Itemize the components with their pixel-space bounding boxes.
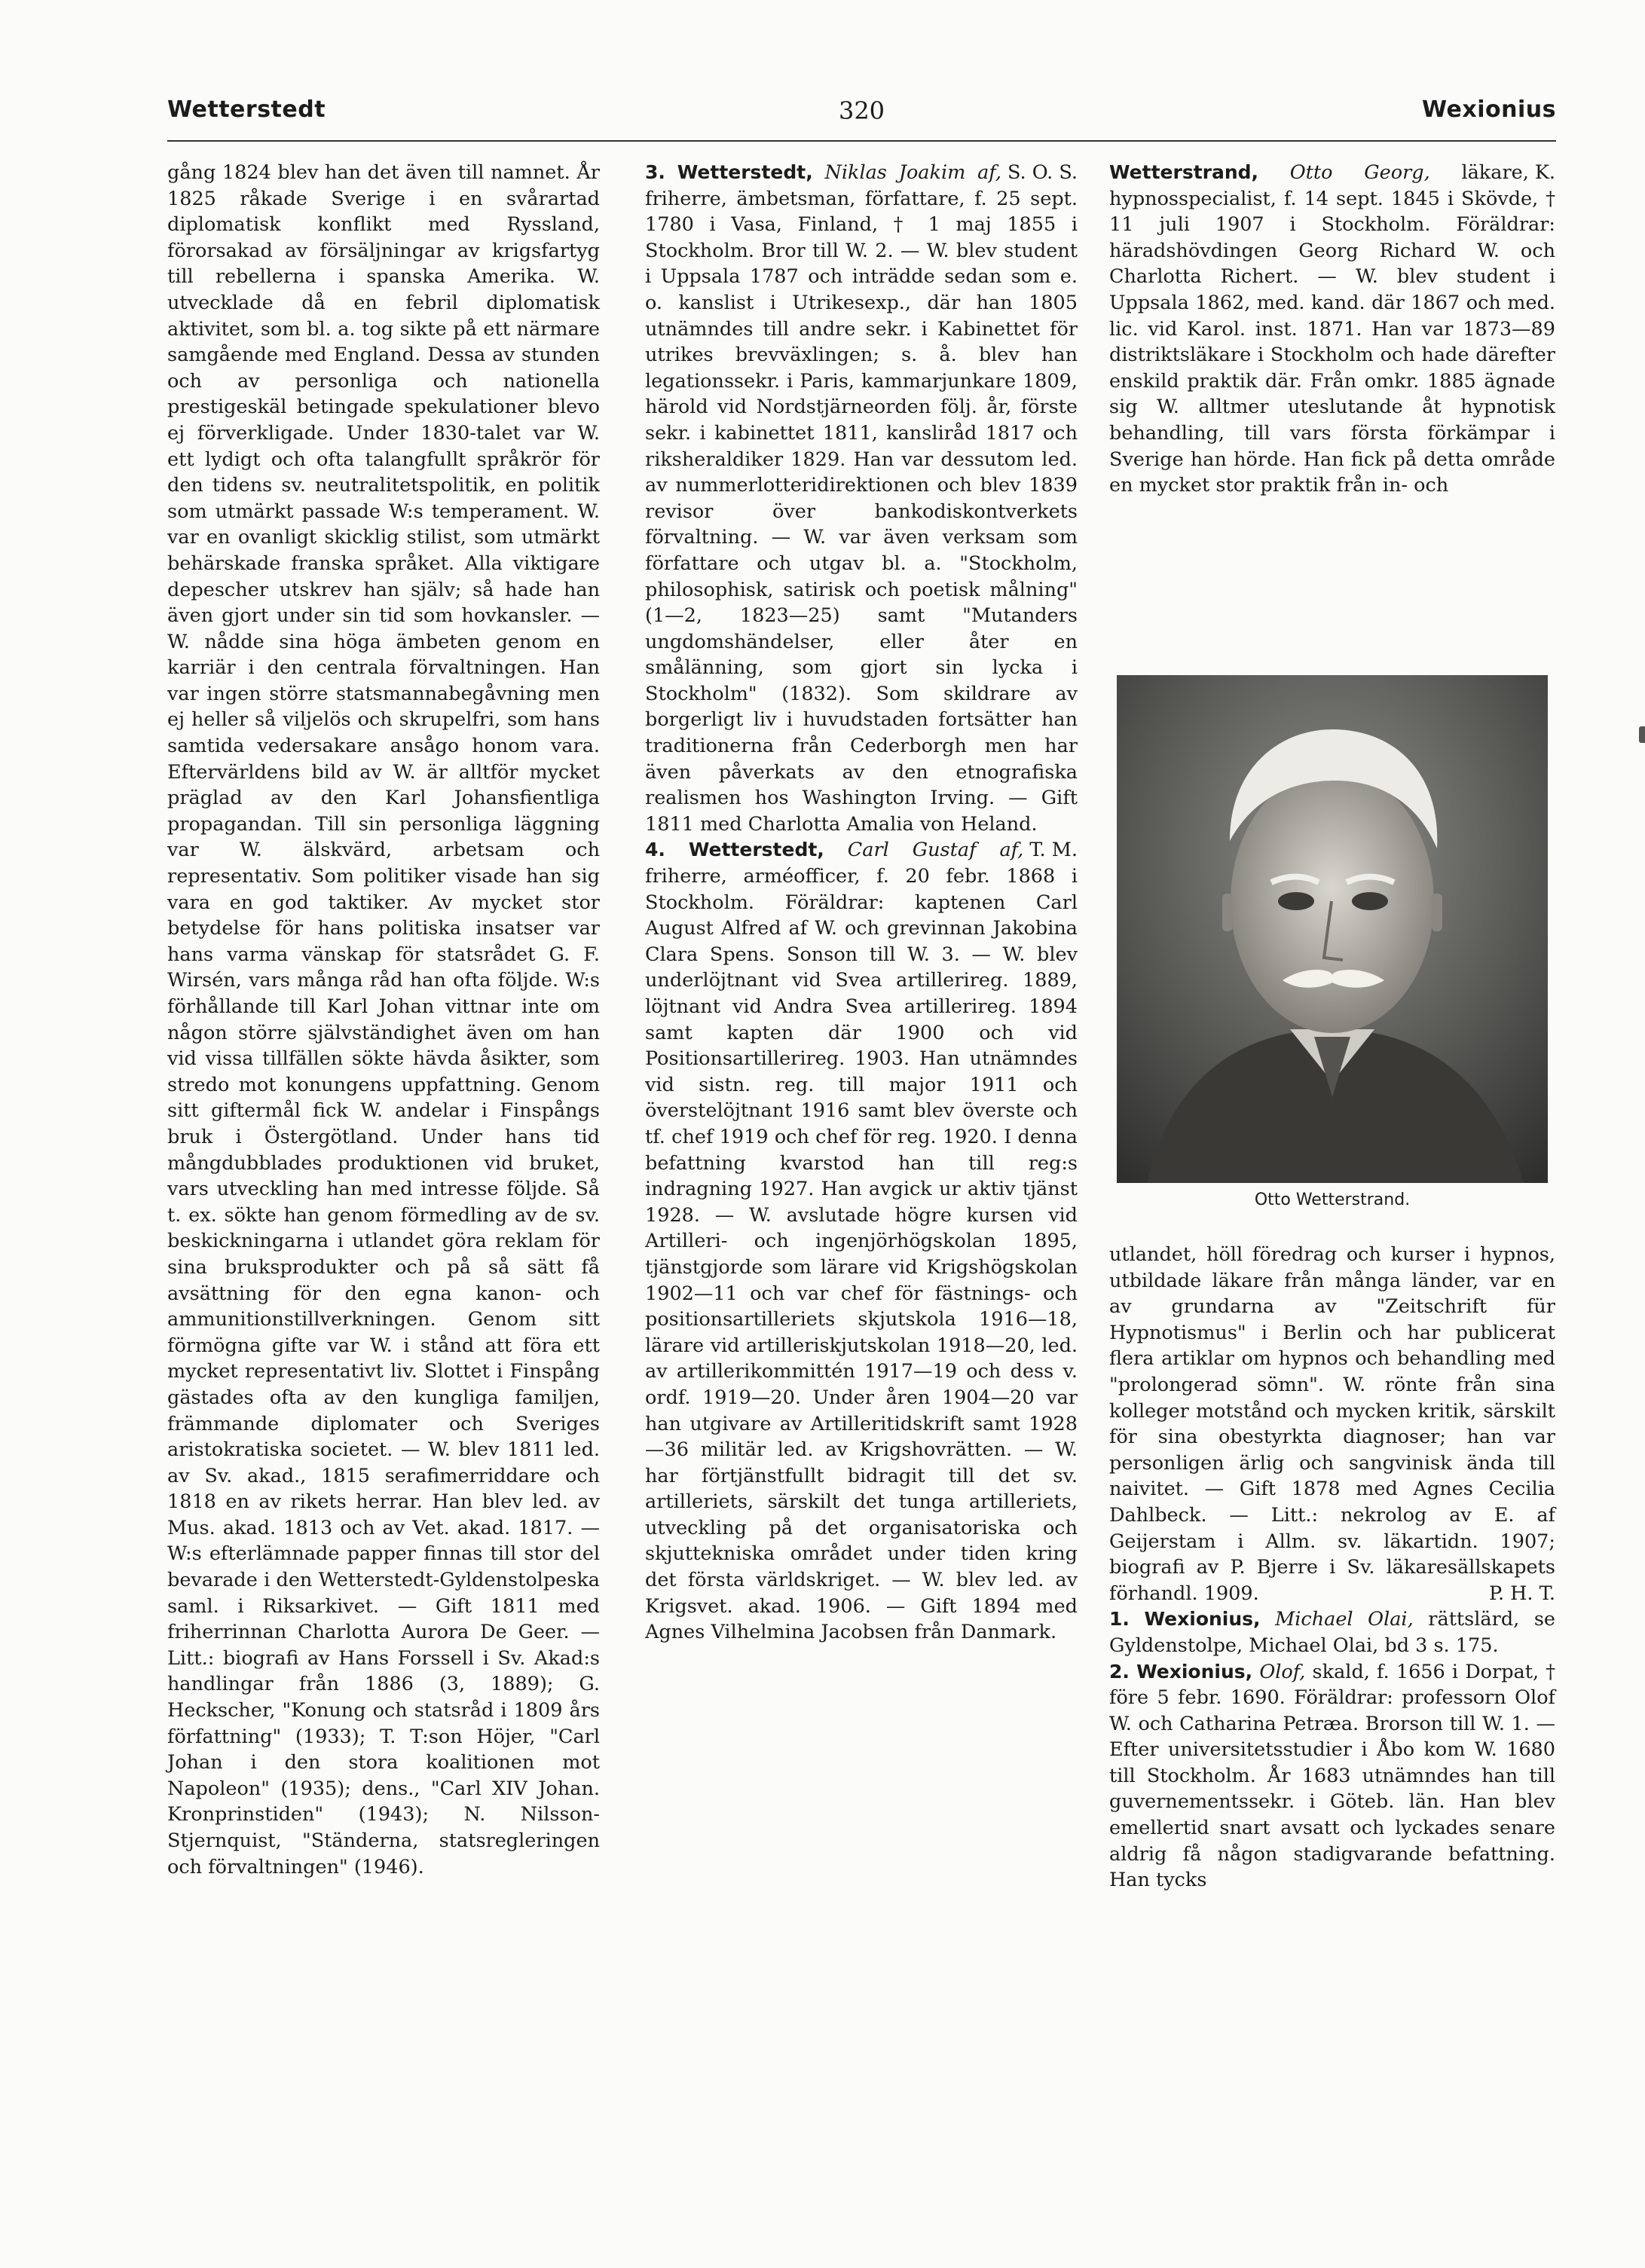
entry-text: friherre, ämbetsman, författare, f. 25 sept. 1780 i Vasa, Finland, † 1 maj 1855 i Stockholm. Bror till W. 2. — W. blev student i Uppsala 1787 och inträdde sedan som e. o. kanslist i Utrikesexp., där han 1805 utnämndes till andre sekr. i Kabinettet för utrikes brevväxlingen; s. å. blev han legationssekr. i Paris, kammarjunkare 1809, härold vid Nordstjärneorden följ. år, förste sekr. i kabinettet 1811, kansliråd 1817 och riksheraldiker 1829. Han var dessutom led. av nummerlotteridirektionen och blev 1839 revisor över bankodiskontverkets förvaltning. — W. var även verksam som författare och utgav bl. a. "Stockholm, philosophisk, satirisk och poetisk målning" (1—2, 1823—25) samt "Mutanders ungdomshändelser, eller åter en smålänning, som gjort sin lycka i Stockholm" (1832). Som skildrare av borgerligt liv i huvudstaden fortsätter han traditionerna från Cederborgh men har även påverkats av den etnografiska realismen hos Washington Irving. — Gift 1811 med Charlotta Amalia von Heland. <box>645 187 1078 836</box>
running-head-right: Wexionius <box>1422 96 1556 123</box>
column-3-top <box>1109 160 1555 499</box>
entry-wexionius-2 <box>1109 1659 1555 1894</box>
author-signature: T. M. <box>1029 839 1078 862</box>
entry-number: 2. <box>1109 1660 1130 1683</box>
entry-text: gång 1824 blev han det även till namnet. År 1825 råkade Sverige i en svårartad diplomatisk konflikt med Ryssland, förorsakad av försäljningar av krigsfartyg till rebellerna i spanska Amerika. W. utvecklade då en febril diplomatisk aktivitet, som bl. a. tog sikte på ett närmare samgående med England. Dessa av stunden och av personliga och nationella prestigeskäl betingade spekulationer blevo ej förverkligade. Under 1830-talet var W. ett lydigt och ofta talangfullt språkrör för den tidens sv. neutralitetspolitik, en politik som utmärkt passade W:s temperament. W. var en ovanligt skicklig stilist, som utmärkt behärskade franska språket. Alla viktigare depescher utskrev han själv; så hade han även gjort under sin tid som hovkansler. — W. nådde sina höga ämbeten genom en karriär i den centrala förvaltningen. Han var ingen större statsmannabegåvning men ej heller så viljelös och skrupelfri, som hans samtida vedersakare ansågo honom vara. Eftervärldens bild av W. är alltför mycket präglad av den Karl Johansfientliga propagandan. Till sin personliga läggning var W. älskvärd, arbetsam och representativ. Som politiker visade han sig vara en god taktiker. Av mycket stor betydelse för hans politiska insatser var hans varma vänskap för statsrådet G. F. Wirsén, vars många råd han ofta följde. W:s förhållande till Karl Johan vittnar inte om någon större självständighet även om han vid vissa tillfällen sökte hävda åsikter, som stredo mot konungens uppfattning. Genom sitt giftermål fick W. andelar i Finspångs bruk i Östergötland. Under hans tid mångdubblades produktionen vid bruket, vars utveckling han med intresse följde. Så t. ex. sökte han genom förmedling av de sv. beskickningarna i utlandet göra reklam för sina bruksprodukter och på så sätt få avsättning för den egna kanon- och ammunitionstillverkningen. Genom sitt förmögna gifte var W. i stånd att föra ett mycket representativt liv. Slottet i Finspång gästades ofta av den kungliga familjen, främmande diplomater och Sveriges aristokratiska societet. — W. blev 1811 led. av Sv. akad., 1815 serafimerriddare och 1818 en av rikets herrar. Han blev led. av Mus. akad. 1813 och av Vet. akad. 1817. — W:s efterlämnade papper finnas till stor del bevarade i den Wetterstedt-Gyldenstolpeska saml. i Riksarkivet. — Gift 1811 med friherrinnan Charlotta Aurora De Geer. — Litt.: biografi av Hans Forssell i Sv. Akad:s handlingar från 1886 (3, 1889); G. Heckscher, "Konung och statsråd i 1809 års författning" (1933); T. T:son Höjer, "Carl Johan i den stora koalitionen mot Napoleon" (1935); dens., "Carl XIV Johan. Kronprinstiden" (1943); N. Nilsson-Stjernquist, "Ständerna, statsregleringen och förvaltningen" (1946). <box>167 161 600 1878</box>
entry-wexionius-1 <box>1109 1606 1555 1658</box>
column-3-bottom <box>1109 1242 1555 1894</box>
entry-wetterstedt-2-continuation <box>167 160 600 1880</box>
author-signature: K. <box>1534 161 1555 184</box>
entry-given-names: Michael Olai, <box>1275 1608 1414 1631</box>
page-number: 320 <box>838 96 885 125</box>
entry-wetterstrand <box>1109 160 1555 499</box>
entry-text: läkare, hypnosspecialist, f. 14 sept. 1845 i Skövde, † 11 juli 1907 i Stockholm. Föräldrar: häradshövdingen Georg Richard W. och Charlotta Richert. — W. blev student i Uppsala 1862, med. kand. där 1867 och med. lic. vid Karol. inst. 1871. Han var 1873—89 distriktsläkare i Stockholm och hade därefter enskild praktik där. Från omkr. 1885 ägnade sig W. alltmer uteslutande åt hypnotisk behandling, till vars första förkämpar i Sverige han hörde. Han fick på detta område en mycket stor praktik från in- och <box>1109 161 1555 497</box>
entry-surname: Wetterstrand, <box>1109 161 1259 183</box>
portrait-image <box>1117 675 1548 1183</box>
portrait-caption: Otto Wetterstrand. <box>1254 1191 1411 1209</box>
column-2 <box>645 160 1078 1646</box>
entry-number: 3. <box>645 161 665 183</box>
entry-number: 4. <box>645 839 665 861</box>
entry-text: skald, f. 1656 i Dorpat, † före 5 febr. 1690. Föräldrar: professorn Olof W. och Catharina Petræa. Brorson till W. 1. — Efter universitetsstudier i Åbo kom W. 1680 till Stockholm. År 1683 utnämndes han till guvernementssekr. i Göteb. län. Han blev emellertid snart avsatt och lyckades senare aldrig få någon stadigvarande befattning. Han tycks <box>1109 1660 1556 1892</box>
entry-given-names: Carl Gustaf af, <box>847 839 1024 862</box>
entry-given-names: Otto Georg, <box>1289 161 1430 184</box>
author-signature: P. H. T. <box>1488 1582 1555 1605</box>
entry-surname: Wetterstedt, <box>677 161 813 183</box>
entry-surname: Wexionius, <box>1136 1660 1253 1683</box>
column-1 <box>167 160 600 1880</box>
entry-text: utlandet, höll föredrag och kurser i hypnos, utbildade läkare från många länder, var en av grundarna av "Zeitschrift für Hypnotismus" i Berlin och har publicerat flera artiklar om hypnos och behandling med "prolongerad sömn". W. rönte från sina kolleger motstånd och mycken kritik, särskilt för sina obestyrkta diagnoser; han var personligen ärlig och sangvinisk ända till naivitet. — Gift 1878 med Agnes Cecilia Dahlbeck. — Litt.: nekrolog av E. af Geijerstam i Allm. sv. läkartidn. 1907; biografi av P. Bjerre i Sv. läkaresällskapets förhandl. 1909. <box>1109 1243 1555 1605</box>
running-head <box>167 93 1556 133</box>
entry-text: friherre, arméofficer, f. 20 febr. 1868 i Stockholm. Föräldrar: kaptenen Carl August Alfred af W. och grevinnan Jakobina Clara Spens. Sonson till W. 3. — W. blev underlöjtnant vid Svea artillerireg. 1889, löjtnant vid Andra Svea artillerireg. 1894 samt kapten där 1900 och vid Positionsartillerireg. 1903. Han utnämndes vid sistn. reg. till major 1911 och överstelöjtnant 1916 samt blev överste och tf. chef 1919 och chef för reg. 1920. I denna befattning kvarstod han till reg:s indragning 1927. Han avgick ur aktiv tjänst 1928. — W. avslutade högre kursen vid Artilleri- och ingenjörhögskolan 1895, tjänstgjorde som lärare vid Krigshögskolan 1902—11 och var chef för fästnings- och positionsartilleriets skjutskola 1916—18, lärare vid artilleriskjutskolan 1918—20, led. av artillerikommittén 1917—19 och dess v. ordf. 1919—20. Under åren 1904—20 var han utgivare av Artilleritidskrift samt 1928—36 militär led. av Krigshovrätten. — W. har förtjänstfullt bidragit till det sv. artilleriets, särskilt det tunga artilleriets, utveckling på det organisatoriska och skjuttekniska området under tiden kring det första världskriget. — W. blev led. av Krigsvet. akad. 1906. — Gift 1894 med Agnes Vilhelmina Jacobsen från Danmark. <box>645 865 1078 1644</box>
entry-given-names: Niklas Joakim af, <box>824 161 1001 184</box>
author-signature: S. O. S. <box>1007 161 1078 184</box>
entry-given-names: Olof, <box>1259 1660 1306 1683</box>
entry-surname: Wexionius, <box>1144 1608 1261 1631</box>
entry-wetterstedt-4 <box>645 837 1078 1645</box>
page-edge-mark <box>1639 726 1645 743</box>
entry-wetterstrand-continued <box>1109 1242 1555 1606</box>
running-head-left: Wetterstedt <box>167 96 326 123</box>
header-rule <box>167 140 1556 142</box>
entry-number: 1. <box>1109 1608 1130 1631</box>
portrait-photo <box>1117 675 1548 1183</box>
entry-surname: Wetterstedt, <box>688 839 824 861</box>
entry-text: rättslärd, se Gyldenstolpe, Michael Olai, bd 3 s. 175. <box>1109 1608 1556 1657</box>
